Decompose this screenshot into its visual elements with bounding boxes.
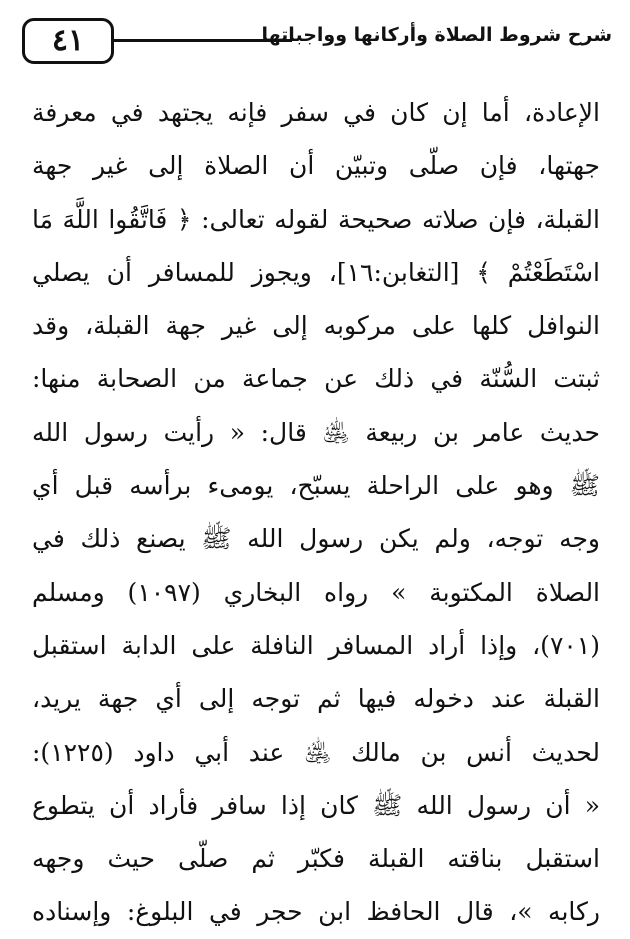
text-line: استقبل بناقته القبلة فكبّر ثم صلّى حيث وجهه (32, 844, 600, 874)
text-line: القبلة، فإن صلاته صحيحة لقوله تعالى: ﴿ فَاتَّقُوا اللَّهَ مَا (32, 204, 600, 234)
text-line: حديث عامر بن ربيعة ﵁ قال: « رأيت رسول الله (32, 417, 600, 447)
text-line: ﷺ وهو على الراحلة يسبّح، يومىء برأسه قبل أي (32, 471, 600, 501)
text-line: النوافل كلها على مركوبه إلى غير جهة القبلة، وقد (32, 311, 600, 341)
body-text (32, 86, 600, 939)
text-line: ثبتت السُّنّة في ذلك عن جماعة من الصحابة منها: (32, 364, 600, 394)
text-line: الإعادة، أما إن كان في سفر فإنه يجتهد في معرفة (32, 98, 600, 127)
text-line: لحديث أنس بن مالك ﵁ عند أبي داود (١٢٢٥): (32, 737, 600, 767)
text-line: « أن رسول الله ﷺ كان إذا سافر فأراد أن يتطوع (32, 790, 600, 820)
text-line: (٧٠١)، وإذا أراد المسافر النافلة على الدابة استقبل (32, 630, 600, 660)
text-line: ركابه »، قال الحافظ ابن حجر في البلوغ: وإسناده (32, 897, 600, 927)
page-number: ٤١ (22, 18, 114, 64)
text-line: القبلة عند دخوله فيها ثم توجه إلى أي جهة يريد، (32, 684, 600, 714)
text-line: اسْتَطَعْتُمْ ﴾ [التغابن:١٦]، ويجوز للمسافر أن يصلي (32, 257, 600, 287)
page-header (22, 18, 612, 68)
text-line: وجه توجه، ولم يكن رسول الله ﷺ يصنع ذلك في (32, 524, 600, 554)
text-line: جهتها، فإن صلّى وتبيّن أن الصلاة إلى غير جهة (32, 151, 600, 181)
text-line: الصلاة المكتوبة » رواه البخاري (١٠٩٧) ومسلم (32, 577, 600, 607)
running-title: شرح شروط الصلاة وأركانها وواجباتها (261, 24, 612, 46)
